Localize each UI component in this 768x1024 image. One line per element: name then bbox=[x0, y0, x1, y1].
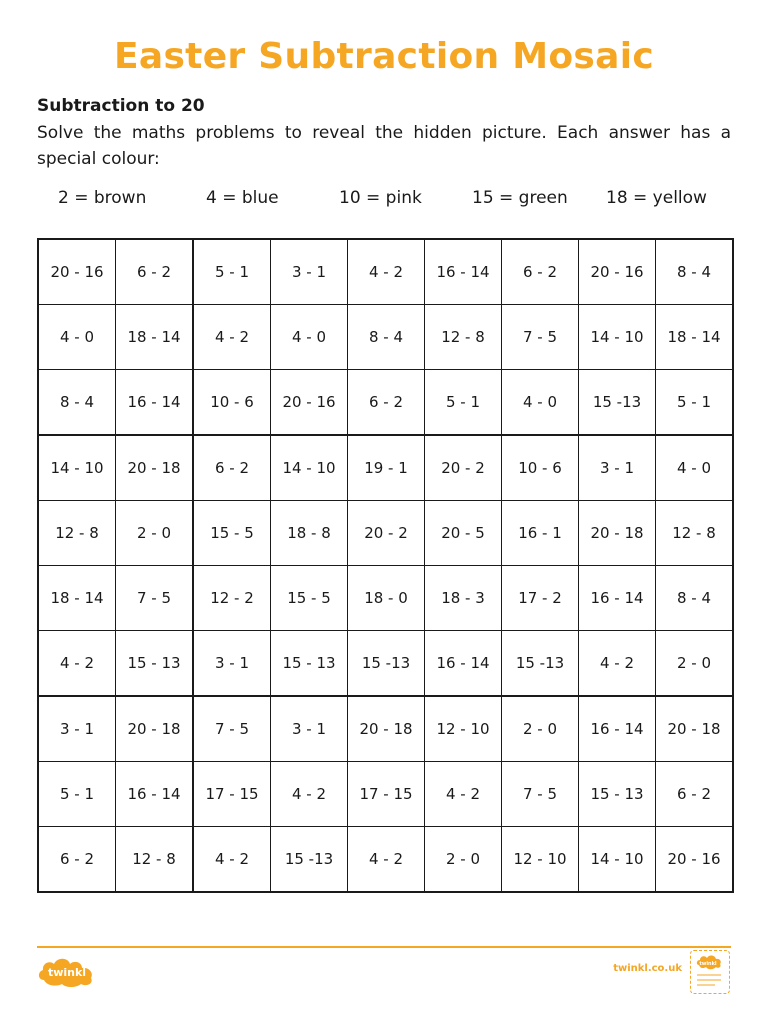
grid-cell[interactable]: 15 -13 bbox=[502, 631, 579, 697]
grid-cell[interactable]: 14 - 10 bbox=[271, 435, 348, 501]
grid-cell[interactable]: 2 - 0 bbox=[116, 501, 194, 566]
grid-cell[interactable]: 20 - 16 bbox=[579, 239, 656, 305]
twinkl-logo bbox=[36, 954, 98, 988]
site-url: twinkl.co.uk bbox=[613, 963, 682, 974]
grid-cell[interactable]: 20 - 5 bbox=[425, 501, 502, 566]
badge-text: twinkl bbox=[699, 961, 717, 967]
colour-key bbox=[37, 188, 731, 214]
grid-cell[interactable]: 6 - 2 bbox=[193, 435, 271, 501]
grid-cell[interactable]: 6 - 2 bbox=[348, 370, 425, 436]
grid-row bbox=[38, 435, 733, 501]
grid-cell[interactable]: 15 -13 bbox=[348, 631, 425, 697]
grid-cell[interactable]: 15 - 5 bbox=[193, 501, 271, 566]
grid-cell[interactable]: 2 - 0 bbox=[656, 631, 734, 697]
grid-cell[interactable]: 6 - 2 bbox=[116, 239, 194, 305]
grid-cell[interactable]: 4 - 0 bbox=[271, 305, 348, 370]
grid-cell[interactable]: 15 - 13 bbox=[579, 762, 656, 827]
subtitle: Subtraction to 20 bbox=[37, 96, 205, 116]
grid-cell[interactable]: 10 - 6 bbox=[502, 435, 579, 501]
grid-cell[interactable]: 20 - 16 bbox=[271, 370, 348, 436]
grid-cell[interactable]: 4 - 2 bbox=[38, 631, 116, 697]
footer-divider bbox=[37, 946, 731, 948]
grid-cell[interactable]: 12 - 10 bbox=[425, 696, 502, 762]
key-item-blue: 4 = blue bbox=[206, 188, 279, 208]
grid-cell[interactable]: 8 - 4 bbox=[38, 370, 116, 436]
grid-cell[interactable]: 20 - 2 bbox=[348, 501, 425, 566]
grid-cell[interactable]: 20 - 16 bbox=[656, 827, 734, 893]
grid-cell[interactable]: 10 - 6 bbox=[193, 370, 271, 436]
grid-cell[interactable]: 12 - 10 bbox=[502, 827, 579, 893]
grid-row bbox=[38, 762, 733, 827]
grid-cell[interactable]: 3 - 1 bbox=[271, 696, 348, 762]
grid-cell[interactable]: 7 - 5 bbox=[502, 305, 579, 370]
grid-cell[interactable]: 20 - 2 bbox=[425, 435, 502, 501]
grid-cell[interactable]: 4 - 2 bbox=[193, 305, 271, 370]
key-item-yellow: 18 = yellow bbox=[606, 188, 707, 208]
grid-cell[interactable]: 2 - 0 bbox=[502, 696, 579, 762]
grid-cell[interactable]: 3 - 1 bbox=[193, 631, 271, 697]
grid-cell[interactable]: 12 - 8 bbox=[656, 501, 734, 566]
grid-cell[interactable]: 6 - 2 bbox=[502, 239, 579, 305]
grid-cell[interactable]: 15 -13 bbox=[579, 370, 656, 436]
grid-cell[interactable]: 4 - 2 bbox=[348, 827, 425, 893]
grid-cell[interactable]: 3 - 1 bbox=[271, 239, 348, 305]
grid-row bbox=[38, 370, 733, 436]
page-title: Easter Subtraction Mosaic bbox=[113, 36, 655, 77]
grid-cell[interactable]: 16 - 14 bbox=[116, 370, 194, 436]
grid-cell[interactable]: 8 - 4 bbox=[656, 239, 734, 305]
grid-cell[interactable]: 4 - 0 bbox=[38, 305, 116, 370]
grid-cell[interactable]: 4 - 0 bbox=[656, 435, 734, 501]
grid-cell[interactable]: 15 - 13 bbox=[116, 631, 194, 697]
grid-cell[interactable]: 8 - 4 bbox=[348, 305, 425, 370]
grid-cell[interactable]: 2 - 0 bbox=[425, 827, 502, 893]
grid-cell[interactable]: 20 - 18 bbox=[116, 435, 194, 501]
grid-cell[interactable]: 3 - 1 bbox=[38, 696, 116, 762]
grid-cell[interactable]: 5 - 1 bbox=[193, 239, 271, 305]
grid-cell[interactable]: 12 - 8 bbox=[425, 305, 502, 370]
grid-cell[interactable]: 14 - 10 bbox=[579, 305, 656, 370]
grid-cell[interactable]: 18 - 14 bbox=[116, 305, 194, 370]
grid-cell[interactable]: 3 - 1 bbox=[579, 435, 656, 501]
key-item-pink: 10 = pink bbox=[339, 188, 422, 208]
grid-cell[interactable]: 4 - 2 bbox=[579, 631, 656, 697]
logo-text: twinkl bbox=[47, 966, 87, 979]
grid-cell[interactable]: 5 - 1 bbox=[656, 370, 734, 436]
grid-cell[interactable]: 5 - 1 bbox=[38, 762, 116, 827]
grid-cell[interactable]: 14 - 10 bbox=[38, 435, 116, 501]
grid-row bbox=[38, 696, 733, 762]
grid-cell[interactable]: 20 - 18 bbox=[116, 696, 194, 762]
grid-cell[interactable]: 16 - 14 bbox=[579, 566, 656, 631]
grid-cell[interactable]: 4 - 2 bbox=[348, 239, 425, 305]
grid-cell[interactable]: 6 - 2 bbox=[38, 827, 116, 893]
grid-cell[interactable]: 4 - 0 bbox=[502, 370, 579, 436]
mosaic-grid bbox=[37, 238, 734, 893]
grid-cell[interactable]: 16 - 14 bbox=[425, 631, 502, 697]
grid-row bbox=[38, 305, 733, 370]
grid-cell[interactable]: 15 -13 bbox=[271, 827, 348, 893]
quality-badge bbox=[690, 950, 730, 994]
grid-row bbox=[38, 827, 733, 893]
grid-cell[interactable]: 8 - 4 bbox=[656, 566, 734, 631]
grid-cell[interactable]: 20 - 16 bbox=[38, 239, 116, 305]
key-item-brown: 2 = brown bbox=[58, 188, 147, 208]
grid-cell[interactable]: 12 - 2 bbox=[193, 566, 271, 631]
grid-cell[interactable]: 7 - 5 bbox=[502, 762, 579, 827]
grid-cell[interactable]: 18 - 14 bbox=[38, 566, 116, 631]
grid-cell[interactable]: 5 - 1 bbox=[425, 370, 502, 436]
grid-cell[interactable]: 18 - 14 bbox=[656, 305, 734, 370]
grid-cell[interactable]: 20 - 18 bbox=[348, 696, 425, 762]
grid-cell[interactable]: 16 - 14 bbox=[425, 239, 502, 305]
grid-cell[interactable]: 4 - 2 bbox=[271, 762, 348, 827]
instructions: Solve the maths problems to reveal the hidden picture. Each answer has a special colour: bbox=[37, 123, 731, 169]
grid-cell[interactable]: 16 - 1 bbox=[502, 501, 579, 566]
grid-cell[interactable]: 7 - 5 bbox=[116, 566, 194, 631]
key-item-green: 15 = green bbox=[472, 188, 568, 208]
grid-cell[interactable]: 16 - 14 bbox=[579, 696, 656, 762]
grid-cell[interactable]: 7 - 5 bbox=[193, 696, 271, 762]
grid-cell[interactable]: 15 - 13 bbox=[271, 631, 348, 697]
grid-cell[interactable]: 17 - 2 bbox=[502, 566, 579, 631]
grid-cell[interactable]: 4 - 2 bbox=[425, 762, 502, 827]
grid-cell[interactable]: 20 - 18 bbox=[579, 501, 656, 566]
grid-cell[interactable]: 17 - 15 bbox=[193, 762, 271, 827]
grid-cell[interactable]: 16 - 14 bbox=[116, 762, 194, 827]
grid-cell[interactable]: 18 - 0 bbox=[348, 566, 425, 631]
badge-icon bbox=[691, 951, 728, 992]
grid-cell[interactable]: 19 - 1 bbox=[348, 435, 425, 501]
grid-cell[interactable]: 17 - 15 bbox=[348, 762, 425, 827]
grid-row bbox=[38, 501, 733, 566]
grid-cell[interactable]: 20 - 18 bbox=[656, 696, 734, 762]
grid-row bbox=[38, 239, 733, 305]
grid-cell[interactable]: 6 - 2 bbox=[656, 762, 734, 827]
grid-cell[interactable]: 12 - 8 bbox=[38, 501, 116, 566]
grid-row bbox=[38, 631, 733, 697]
grid-cell[interactable]: 12 - 8 bbox=[116, 827, 194, 893]
grid-cell[interactable]: 18 - 8 bbox=[271, 501, 348, 566]
grid-cell[interactable]: 4 - 2 bbox=[193, 827, 271, 893]
grid-row bbox=[38, 566, 733, 631]
grid-cell[interactable]: 14 - 10 bbox=[579, 827, 656, 893]
grid-cell[interactable]: 18 - 3 bbox=[425, 566, 502, 631]
grid-cell[interactable]: 15 - 5 bbox=[271, 566, 348, 631]
